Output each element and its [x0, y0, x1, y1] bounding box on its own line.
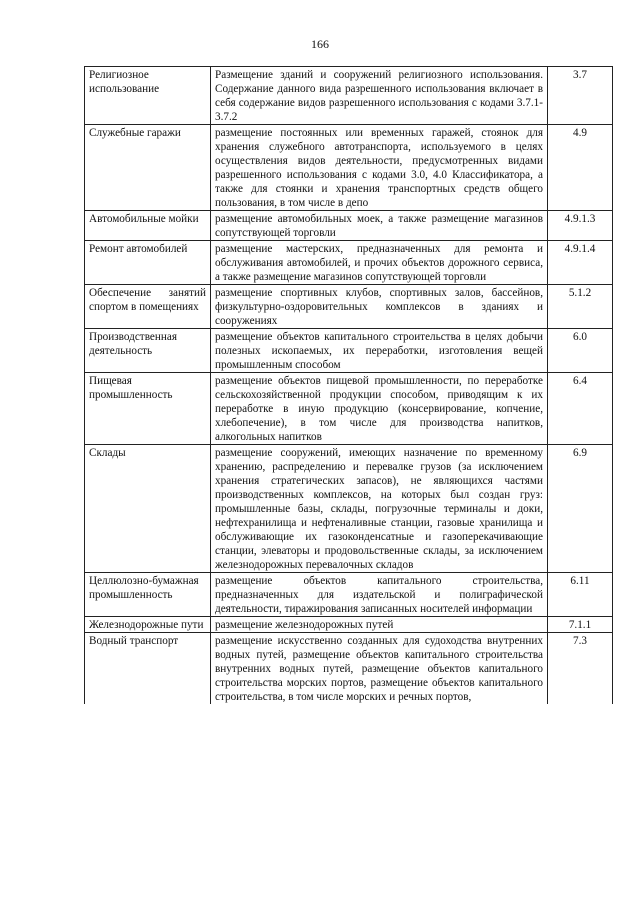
use-description-cell: размещение мастерских, предназначенных для ремонта и обслуживания автомобилей, и прочих объектов дорожного сервиса, а также размещение магазинов сопутствующей торговли — [211, 241, 548, 285]
use-description-cell: размещение спортивных клубов, спортивных залов, бассейнов, физкультурно-оздоровительных комплексов в зданиях и сооружениях — [211, 285, 548, 329]
use-code-cell: 6.11 — [548, 573, 613, 617]
use-code-cell: 4.9.1.4 — [548, 241, 613, 285]
use-description-cell: Размещение зданий и сооружений религиозного использования. Содержание данного вида разрешенного использования включает в себя содержание видов разрешенного использования с кодами 3.7.1-3.7.2 — [211, 67, 548, 125]
use-description-cell: размещение объектов капитального строительства, предназначенных для издательской и полиграфической деятельности, тиражирования записанных носителей информации — [211, 573, 548, 617]
use-description-cell: размещение железнодорожных путей — [211, 617, 548, 633]
table-row — [85, 285, 613, 329]
use-name-cell: Служебные гаражи — [85, 125, 211, 211]
table-row — [85, 573, 613, 617]
use-name-cell: Ремонт автомобилей — [85, 241, 211, 285]
use-description-cell: размещение объектов капитального строительства в целях добычи полезных ископаемых, их переработки, изготовления вещей промышленным способом — [211, 329, 548, 373]
use-name-cell: Автомобильные мойки — [85, 211, 211, 241]
use-description-cell: размещение искусственно созданных для судоходства внутренних водных путей, размещение объектов капитального строительства внутренних водных путей, размещение объектов капитального строительства морских портов, размещение объектов капитального строительства, в том числе морских и речных портов, — [211, 633, 548, 705]
use-name-cell: Обеспечение занятий спортом в помещениях — [85, 285, 211, 329]
use-code-cell: 4.9 — [548, 125, 613, 211]
use-description-cell: размещение постоянных или временных гаражей, стоянок для хранения служебного автотранспорта, используемого в целях осуществления видов деятельности, предусмотренных видами разрешенного использования с кодами 3.0, 4.0 Классификатора, а также для стоянки и хранения транспортных средств общего пользования, в том числе в депо — [211, 125, 548, 211]
table-row — [85, 211, 613, 241]
use-name-cell: Производственная деятельность — [85, 329, 211, 373]
use-name-cell: Водный транспорт — [85, 633, 211, 705]
use-code-cell: 7.1.1 — [548, 617, 613, 633]
use-name-cell: Целлюлозно-бумажная промышленность — [85, 573, 211, 617]
use-description-cell: размещение объектов пищевой промышленности, по переработке сельскохозяйственной продукции способом, приводящим к их переработке в иную продукцию (консервирование, копчение, хлебопечение), в том числе для производства напитков, алкогольных напитков — [211, 373, 548, 445]
use-name-cell: Железнодорожные пути — [85, 617, 211, 633]
table-row — [85, 633, 613, 705]
use-description-cell: размещение сооружений, имеющих назначение по временному хранению, распределению и перевалке грузов (за исключением хранения стратегических запасов), не являющихся частями производственных комплексов, на которых был создан груз: промышленные базы, склады, погрузочные терминалы и доки, нефтехранилища и нефтеналивные станции, газовые хранилища и обслуживающие их газоконденсатные и газоперекачивающие станции, элеваторы и продовольственные склады, за исключением железнодорожных перевалочных складов — [211, 445, 548, 573]
table-row — [85, 329, 613, 373]
use-code-cell: 7.3 — [548, 633, 613, 705]
use-name-cell: Пищевая промышленность — [85, 373, 211, 445]
page-number: 166 — [311, 37, 329, 51]
use-code-cell: 4.9.1.3 — [548, 211, 613, 241]
table-row — [85, 67, 613, 125]
land-use-table — [84, 66, 613, 704]
use-name-cell: Склады — [85, 445, 211, 573]
use-code-cell: 5.1.2 — [548, 285, 613, 329]
use-code-cell: 6.4 — [548, 373, 613, 445]
use-code-cell: 3.7 — [548, 67, 613, 125]
table-row — [85, 617, 613, 633]
table-row — [85, 373, 613, 445]
use-code-cell: 6.0 — [548, 329, 613, 373]
use-description-cell: размещение автомобильных моек, а также размещение магазинов сопутствующей торговли — [211, 211, 548, 241]
table-row — [85, 445, 613, 573]
table-row — [85, 125, 613, 211]
use-name-cell: Религиозное использование — [85, 67, 211, 125]
table-row — [85, 241, 613, 285]
use-code-cell: 6.9 — [548, 445, 613, 573]
